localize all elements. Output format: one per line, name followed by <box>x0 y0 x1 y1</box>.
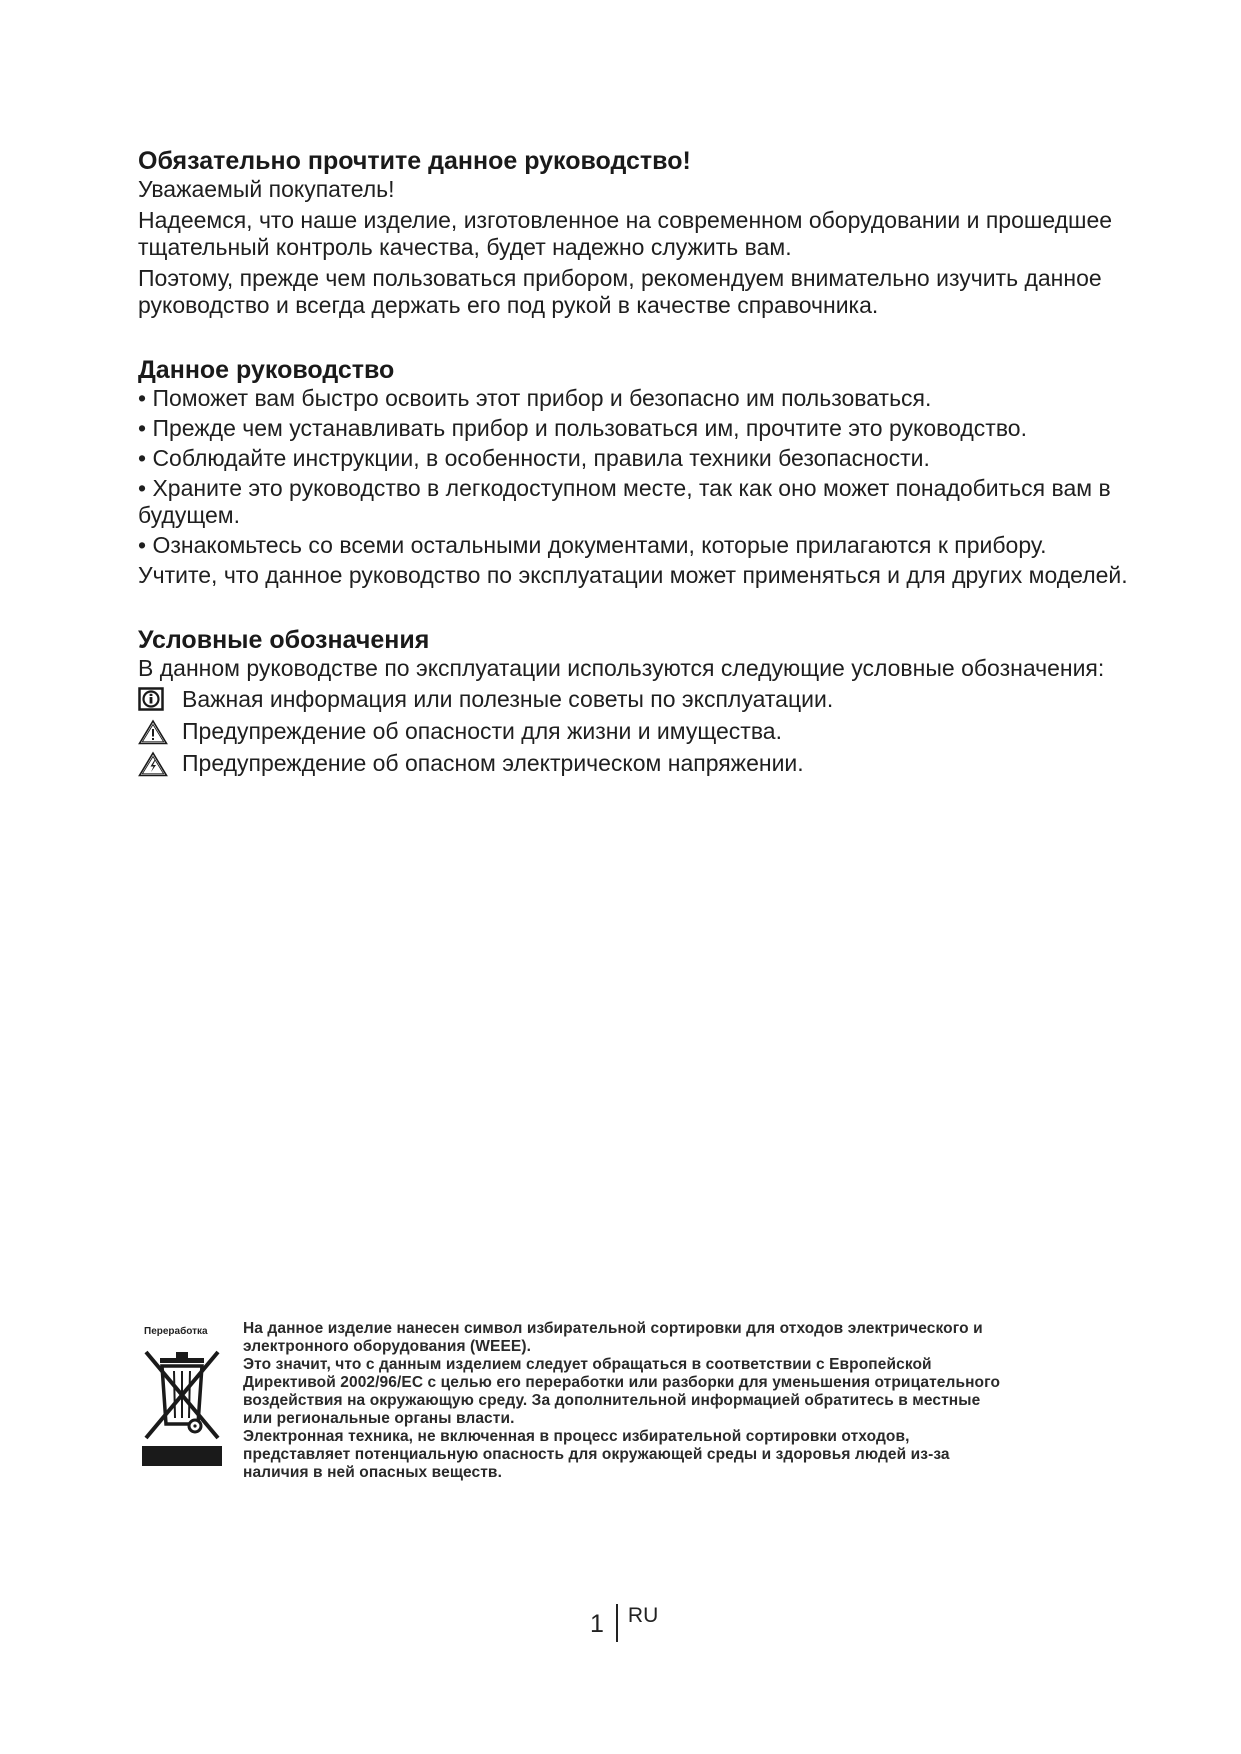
greeting: Уважаемый покупатель! <box>138 176 395 202</box>
manual-section <box>138 355 1138 589</box>
legend-item-warning <box>138 718 1138 745</box>
warning-triangle-icon <box>138 719 166 745</box>
legend-electric-text: Предупреждение об опасном электрическом напряжении. <box>182 750 804 776</box>
manual-bullet: • Поможет вам быстро освоить этот прибор и безопасно им пользоваться. <box>138 385 932 411</box>
crossed-out-wheelie-bin-icon <box>138 1338 226 1470</box>
weee-text-line: На данное изделие нанесен символ избирательной сортировки для отходов электрического и <box>243 1320 983 1337</box>
page-content <box>138 146 1138 782</box>
legend-item-info <box>138 686 1138 713</box>
page-footer <box>590 1604 658 1644</box>
weee-text-line: представляет потенциальную опасность для окружающей среды и здоровья людей из-за <box>243 1446 950 1463</box>
intro-paragraph-1: Надеемся, что наше изделие, изготовленное на современном оборудовании и прошедшее тщательный контроль качества, будет надежно служить вам. <box>138 207 1113 260</box>
intro-paragraph-2: Поэтому, прежде чем пользоваться прибором, рекомендуем внимательно изучить данное руководство и всегда держать его под рукой в качестве справочника. <box>138 265 1102 318</box>
legend-info-text: Важная информация или полезные советы по эксплуатации. <box>182 686 834 712</box>
weee-text-line: воздействия на окружающую среду. За дополнительной информацией обратитесь в местные <box>243 1392 981 1409</box>
weee-text-line: наличия в ней опасных веществ. <box>243 1464 502 1481</box>
manual-bullet: • Храните это руководство в легкодоступном месте, так как оно может понадобиться вам в будущем. <box>138 475 1111 528</box>
electric-warning-icon <box>138 751 166 777</box>
page-number: 1 <box>590 1610 604 1638</box>
manual-bullet: • Прежде чем устанавливать прибор и пользоваться им, прочтите это руководство. <box>138 415 1027 441</box>
symbols-heading: Условные обозначения <box>138 626 430 654</box>
manual-bullet: • Ознакомьтесь со всеми остальными документами, которые прилагаются к прибору. <box>138 532 1047 558</box>
weee-symbol <box>138 1320 226 1475</box>
weee-text-line: Директивой 2002/96/ЕС с целью его переработки или разборки для уменьшения отрицательного <box>243 1374 1001 1391</box>
footer-separator <box>616 1604 618 1642</box>
legend-item-electric <box>138 750 1138 777</box>
symbols-intro: В данном руководстве по эксплуатации используются следующие условные обозначения: <box>138 655 1105 681</box>
manual-bullet: • Соблюдайте инструкции, в особенности, правила техники безопасности. <box>138 445 930 471</box>
weee-text-line: электронного оборудования (WEEE). <box>243 1338 532 1355</box>
intro-heading: Обязательно прочтите данное руководство! <box>138 147 691 175</box>
manual-note: Учтите, что данное руководство по эксплуатации может применяться и для других моделей. <box>138 562 1128 588</box>
symbols-section <box>138 625 1138 777</box>
weee-text-line: Это значит, что с данным изделием следует обращаться в соответствии с Европейской <box>243 1356 932 1373</box>
weee-caption: Переработка <box>144 1326 208 1337</box>
weee-text-line: Электронная техника, не включенная в процесс избирательной сортировки отходов, <box>243 1428 910 1445</box>
language-code: RU <box>627 1604 659 1627</box>
weee-text-line: или региональные органы власти. <box>243 1410 515 1427</box>
legend-warning-text: Предупреждение об опасности для жизни и имущества. <box>182 718 782 744</box>
intro-section <box>138 146 1138 319</box>
manual-heading: Данное руководство <box>138 356 395 384</box>
info-icon <box>138 687 166 713</box>
weee-text <box>243 1320 1123 1482</box>
